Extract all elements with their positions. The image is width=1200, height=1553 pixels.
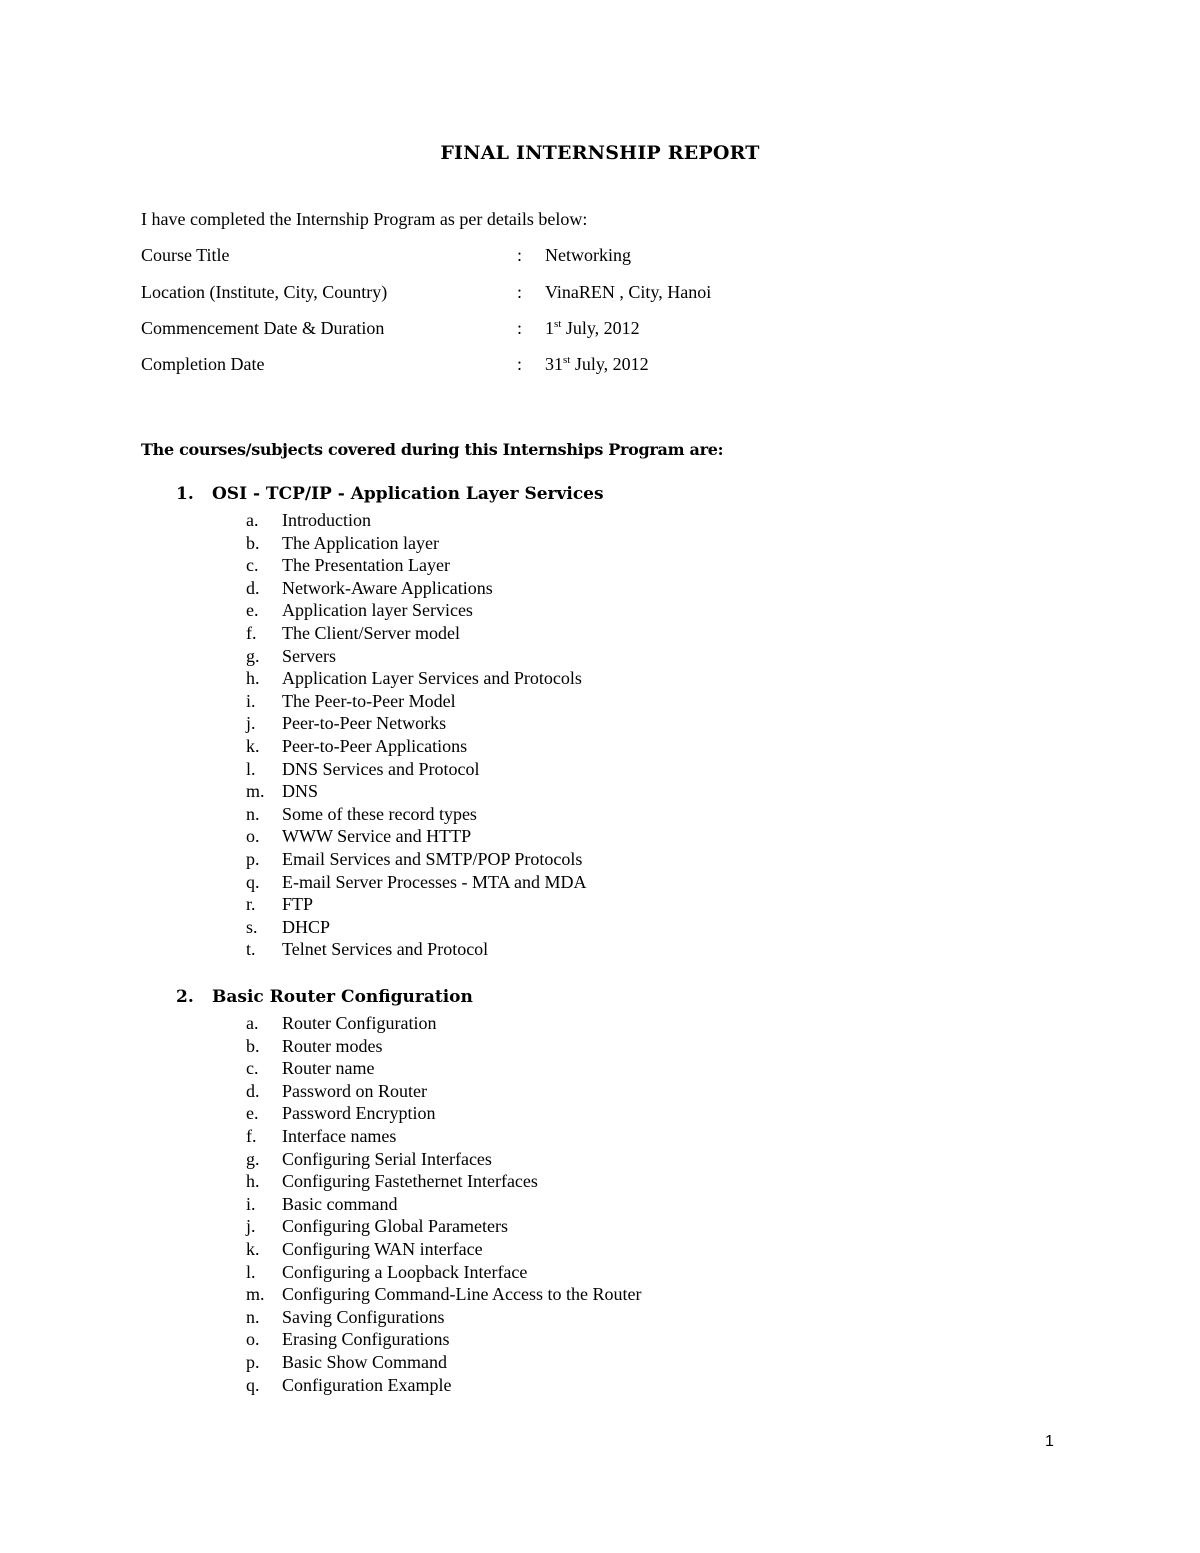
list-item-letter: t. — [246, 939, 256, 960]
list-item-letter: p. — [246, 1352, 260, 1372]
list-item-letter: r. — [246, 894, 256, 915]
list-item-letter: i. — [246, 690, 256, 711]
list-item-text: Erasing Configurations — [282, 1329, 450, 1350]
list-item-letter: e. — [246, 600, 259, 621]
list-item-text: Configuring Serial Interfaces — [282, 1148, 492, 1169]
list-item-letter: b. — [246, 532, 260, 553]
list-item-letter: n. — [246, 1306, 260, 1327]
ordinal-suffix: st — [554, 318, 562, 330]
section-number: 2. — [176, 987, 194, 1007]
list-item-text: Servers — [282, 645, 336, 666]
list-item-text: Interface names — [282, 1126, 397, 1146]
list-item-letter: k. — [246, 1239, 260, 1259]
detail-colon: : — [517, 318, 523, 338]
list-item-letter: h. — [246, 668, 260, 689]
section-title-text: Basic Router Configuration — [212, 987, 473, 1007]
list-item-text: DNS — [282, 781, 319, 802]
section-title-text: OSI - TCP/IP - Application Layer Services — [212, 484, 604, 504]
list-item-letter: p. — [246, 849, 260, 869]
list-item-text: The Application layer — [282, 532, 439, 553]
list-item-text: Peer-to-Peer Networks — [282, 713, 447, 734]
list-item-text: DNS Services and Protocol — [282, 758, 480, 779]
list-item-text: Peer-to-Peer Applications — [282, 736, 468, 756]
detail-colon: : — [517, 354, 523, 374]
list-item-letter: b. — [246, 1035, 260, 1056]
list-item-letter: f. — [246, 623, 257, 643]
document-title: FINAL INTERNSHIP REPORT — [440, 142, 760, 164]
list-item-letter: a. — [246, 510, 259, 530]
list-item-text: Router modes — [282, 1035, 383, 1056]
list-item-text: Email Services and SMTP/POP Protocols — [282, 849, 583, 869]
list-item-letter: d. — [246, 577, 260, 598]
list-item-letter: m. — [246, 781, 265, 802]
list-item-text: Configuring WAN interface — [282, 1239, 483, 1259]
list-item-text: Network-Aware Applications — [282, 577, 493, 598]
intro-text: I have completed the Internship Program as per details below: — [141, 209, 588, 229]
list-item-letter: f. — [246, 1126, 257, 1146]
list-item-letter: o. — [246, 826, 260, 847]
detail-colon: : — [517, 245, 523, 265]
list-item-letter: i. — [246, 1193, 256, 1214]
list-item-text: Some of these record types — [282, 803, 477, 824]
list-item-letter: m. — [246, 1284, 265, 1305]
list-item-letter: q. — [246, 871, 260, 892]
list-item-text: Application Layer Services and Protocols — [282, 668, 582, 689]
list-item-text: Basic command — [282, 1193, 398, 1214]
list-item-text: Introduction — [282, 510, 371, 530]
section-title — [176, 484, 604, 504]
section-title — [176, 987, 473, 1007]
list-item-text: The Presentation Layer — [282, 555, 450, 576]
detail-value: 31st July, 2012 — [545, 354, 649, 374]
list-item-text: Configuring Global Parameters — [282, 1216, 508, 1237]
list-item-text: Password Encryption — [282, 1103, 436, 1124]
page-number: 1 — [1045, 1433, 1054, 1450]
list-item-text: The Peer-to-Peer Model — [282, 690, 456, 711]
list-item-text: Application layer Services — [282, 600, 473, 621]
list-item-letter: l. — [246, 1261, 256, 1282]
list-item-letter: n. — [246, 803, 260, 824]
detail-value: Networking — [545, 245, 631, 265]
list-item-text: E-mail Server Processes - MTA and MDA — [282, 871, 587, 892]
list-item-text: Telnet Services and Protocol — [282, 939, 489, 960]
list-item-letter: l. — [246, 758, 256, 779]
detail-row-location — [141, 282, 1041, 306]
list-item-text: DHCP — [282, 916, 331, 937]
detail-label: Commencement Date & Duration — [141, 318, 385, 338]
detail-label: Course Title — [141, 245, 230, 265]
detail-value: 1st July, 2012 — [545, 318, 640, 338]
detail-label: Completion Date — [141, 354, 265, 374]
list-item-text: Configuring a Loopback Interface — [282, 1261, 528, 1282]
list-item-text: Password on Router — [282, 1080, 427, 1101]
detail-row-course-title — [141, 245, 1041, 269]
list-item-text: Saving Configurations — [282, 1306, 445, 1327]
ordinal-suffix: st — [563, 354, 571, 366]
list-item-letter: c. — [246, 555, 259, 576]
detail-row-commencement — [141, 318, 1041, 342]
list-item-letter: g. — [246, 645, 260, 666]
list-item-text: Basic Show Command — [282, 1352, 447, 1372]
detail-value: VinaREN , City, Hanoi — [545, 282, 712, 302]
list-item-letter: j. — [246, 713, 256, 734]
list-item-letter: c. — [246, 1058, 259, 1079]
list-item-letter: j. — [246, 1216, 256, 1237]
detail-colon: : — [517, 282, 523, 302]
list-item-letter: d. — [246, 1080, 260, 1101]
detail-row-completion — [141, 354, 1041, 378]
list-item-letter: o. — [246, 1329, 260, 1350]
list-item-text: Configuring Fastethernet Interfaces — [282, 1171, 538, 1192]
list-item-text: WWW Service and HTTP — [282, 826, 472, 847]
list-item-letter: g. — [246, 1148, 260, 1169]
list-item-letter: s. — [246, 916, 258, 937]
list-item-letter: e. — [246, 1103, 259, 1124]
list-item-letter: a. — [246, 1013, 259, 1033]
list-item-text: FTP — [282, 894, 314, 915]
list-item-text: Configuration Example — [282, 1374, 452, 1395]
list-item-text: Configuring Command-Line Access to the Router — [282, 1284, 642, 1305]
list-item-text: Router Configuration — [282, 1013, 437, 1033]
list-item-text: The Client/Server model — [282, 623, 460, 643]
list-item-letter: h. — [246, 1171, 260, 1192]
detail-label: Location (Institute, City, Country) — [141, 282, 388, 302]
list-item-letter: k. — [246, 736, 260, 756]
section-number: 1. — [176, 484, 194, 504]
courses-heading: The courses/subjects covered during this Internships Program are: — [141, 440, 724, 459]
list-item-letter: q. — [246, 1374, 260, 1395]
list-item-text: Router name — [282, 1058, 375, 1079]
